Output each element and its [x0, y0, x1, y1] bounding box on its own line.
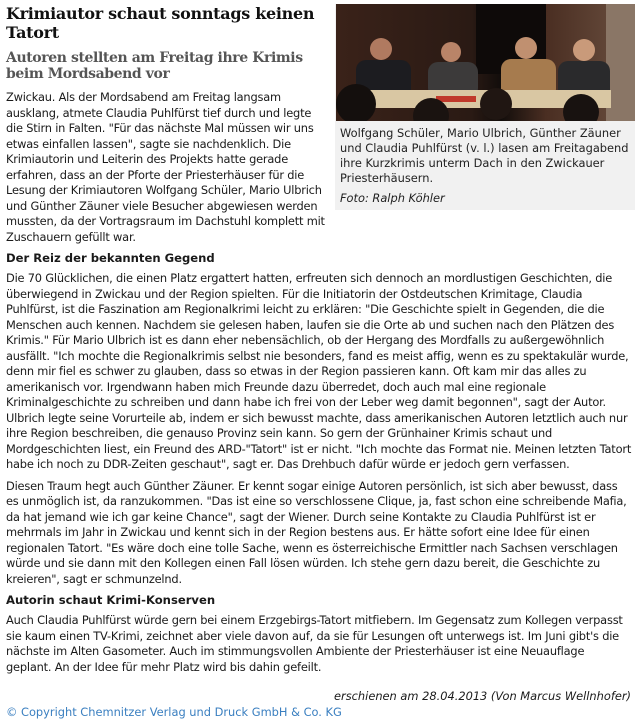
photo-credit: Foto: Ralph Köhler	[340, 191, 445, 205]
article-paragraph: Diesen Traum hegt auch Günther Zäuner. Er kennt sogar einige Autoren persönlich, ist sich aber bewusst, dass es unmöglich ist, da ranzukommen. "Das ist eine so verschlossene Clique, ja, fast schon eine schreibende Mafia, da hat jemand wie ich gar keine Chance", sagt der Wiener. Durch seine Kontakte zu Claudia Puhlfürst ist er mehrmals im Jahr in Zwickau und kennt sich in der Region bestens aus. Er hätte sofort eine Idee für einen regionalen Tatort. "Es wäre doch eine tolle Sache, wenn es österreichische Ermittler nach Sachsen verschlagen würde und sie dann mit den Kollegen einen Fall lösen würden. Ich stehe gern dazu bereit, die Geschichte zu kreieren", sagt er schmunzelnd.	[6, 478, 627, 586]
copyright-link[interactable]: © Copyright Chemnitzer Verlag und Druck GmbH & Co. KG	[6, 705, 342, 719]
article-lead-paragraph: Zwickau. Als der Mordsabend am Freitag langsam ausklang, atmete Claudia Puhlfürst tief durch und legte die Stirn in Falten. "Für das nächste Mal müssen wir uns etwas einfallen lassen", sagte sie nachdenklich. Die Krimiautorin und Leiterin des Projekts hatte gerade erfahren, dass an der Pforte der Priesterhäuser für die Lesung der Krimiautoren Wolfgang Schüler, Mario Ulbrich und Günther Zäuner viele Besucher abgewiesen werden mussten, da der Vortragsraum im Dachstuhl komplett mit Zuschauern gefüllt war.	[6, 90, 325, 244]
article-paragraph: Auch Claudia Puhlfürst würde gern bei einem Erzgebirgs-Tatort mitfiebern. Im Gegensatz zum Kollegen verpasst sie kaum einen TV-Krimi, zeichnet aber viele davon auf, da sie für Lesungen oft unterwegs ist. Im Juni gibt's die nächste im Alten Gasometer. Auch im stimmungsvollen Ambiente der Priesterhäuser ist eine Neuauflage geplant. An der Idee für mehr Platz wird bis dahin gefeilt.	[6, 613, 623, 674]
article-headline: Krimiautor schaut sonntags keinen Tatort	[6, 4, 315, 42]
section-heading: Autorin schaut Krimi-Konserven	[6, 593, 216, 607]
article-subheadline: Autoren stellten am Freitag ihre Krimis beim Mordsabend vor	[6, 50, 303, 82]
article-photo[interactable]	[336, 4, 635, 121]
section-heading: Der Reiz der bekannten Gegend	[6, 251, 215, 265]
article-byline: erschienen am 28.04.2013 (Von Marcus Wellnhofer)	[334, 689, 631, 703]
photo-caption: Wolfgang Schüler, Mario Ulbrich, Günther Zäuner und Claudia Puhlfürst (v. l.) lasen am Freitagabend ihre Kurzkrimis unterm Dach in den Zwickauer Priesterhäusern.	[340, 126, 629, 185]
article	[6, 0, 632, 719]
article-figure	[335, 4, 635, 210]
article-paragraph: Die 70 Glücklichen, die einen Platz ergattert hatten, erfreuten sich dennoch an mordlustigen Geschichten, die überwiegend in Zwickau und der Region spielten. Für die Initiatorin der Ostdeutschen Krimitage, Claudia Puhlfürst, ist die Faszination am Regionalkrimi leicht zu erklären: "Die Geschichte spielt in Gegenden, die die Menschen auch kennen. Nachdem sie gelesen haben, laufen sie die Orte ab und suchen nach den Plätzen des Krimis." Für Mario Ulbrich ist es dann eher nebensächlich, ob der Hergang des Mordfalls zu außergewöhnlich ausfällt. "Ich mochte die Regionalkrimis selbst nie besonders, fand es meist affig, wenn es zu spektakulär wurde, denn mir fiel es schwer zu glauben, dass so etwas in der Region passieren kann. Oft kam mir das alles zu amerikanisch vor. Irgendwann haben mich Freunde dazu überredet, doch auch mal eine regionale Kriminalgeschichte zu schreiben und dann habe ich frei von der Leber weg damit begonnen", sagt der Autor. Ulbrich legte seine Vorurteile ab, indem er sich bewusst machte, dass amerikanischen Autoren letztlich auch nur ihre Region beschreiben, die genauso Provinz sein kann. So gern der Grünhainer Krimis schaut und Mordgeschichten liest, ein Freund des ARD-"Tatort" ist er nicht. "Ich mochte das Format nie. Meinen letzten Tatort habe ich noch zu DDR-Zeiten geschaut", sagt er. Das Drehbuch dafür würde er jedoch gern verfassen.	[6, 271, 632, 471]
